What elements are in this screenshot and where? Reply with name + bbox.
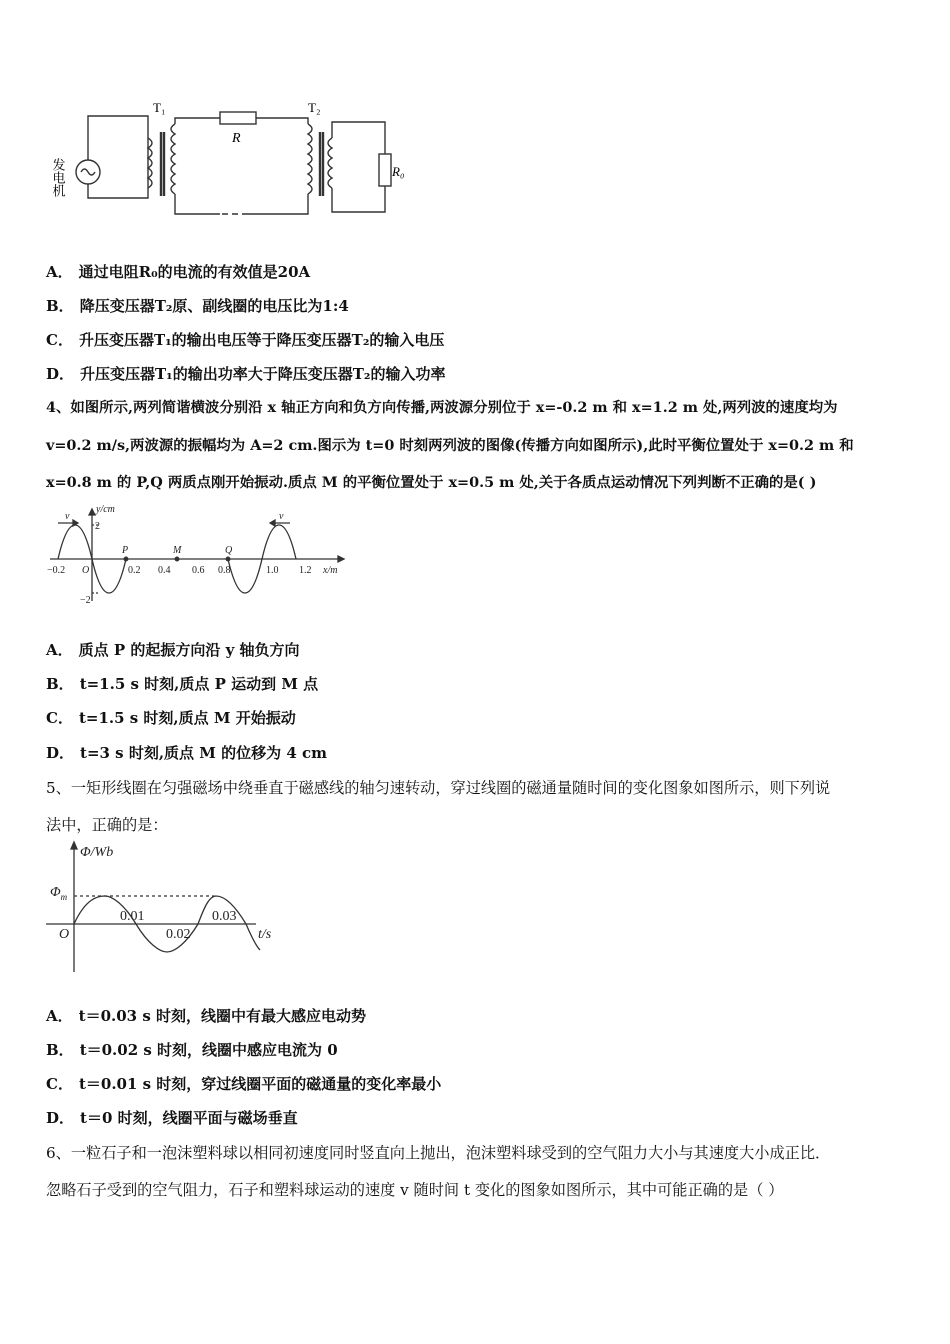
q5-option-c: C． t＝0.01 s 时刻，穿过线圈平面的磁通量的变化率最小: [46, 1075, 442, 1093]
point-q-label: Q: [225, 545, 233, 556]
x-tick: 0.2: [128, 565, 141, 576]
t-axis-label: t/s: [258, 927, 272, 942]
q4-stem-line-3: x=0.8 m 的 P,Q 两质点刚开始振动.质点 M 的平衡位置处于 x=0.5 m 处,关于各质点运动情况下列判断不正确的是( ): [46, 474, 817, 491]
q5-option-d: D． t＝0 时刻，线圈平面与磁场垂直: [46, 1109, 298, 1127]
q4-option-c: C． t=1.5 s 时刻,质点 M 开始振动: [46, 709, 296, 727]
load-loop: [332, 122, 385, 212]
y-tick-negative: −2: [80, 595, 91, 606]
point-p-dot: [124, 557, 128, 561]
q6-stem-line-2: 忽略石子受到的空气阻力，石子和塑料球运动的速度 v 随时间 t 变化的图象如图所示，其中可能正确的是（ ）: [46, 1181, 784, 1199]
y-tick-positive: 2: [95, 521, 100, 532]
point-m-label: M: [173, 545, 182, 556]
y-axis-label: Φ/Wb: [80, 845, 114, 860]
t-tick: 0.03: [212, 909, 237, 924]
q4-option-a: A． 质点 P 的起振方向沿 y 轴负方向: [46, 641, 300, 659]
x-tick: 0.8: [218, 565, 231, 576]
t2-label: T₂: [308, 100, 321, 115]
flux-graph-figure: [44, 838, 294, 978]
point-m-dot: [175, 557, 179, 561]
q5-option-b: B． t＝0.02 s 时刻，线圈中感应电流为 0: [46, 1041, 338, 1059]
t-tick: 0.01: [120, 909, 145, 924]
origin-label: O: [59, 927, 70, 942]
x-tick: 1.2: [299, 565, 312, 576]
wave-graph-figure: [44, 503, 354, 607]
t-tick: 0.02: [166, 927, 191, 942]
v-label-left: v: [65, 511, 70, 522]
r-label: R: [232, 131, 241, 146]
generator-label: 发电机: [50, 158, 66, 197]
q4-stem-line-2: v=0.2 m/s,两波源的振幅均为 A=2 cm.图示为 t=0 时刻两列波的图像(传播方向如图所示),此时平衡位置处于 x=0.2 m 和: [46, 437, 854, 454]
generator-loop: [88, 116, 148, 198]
q5-stem-line-2: 法中，正确的是：: [46, 816, 168, 834]
y-axis-label: y/cm: [96, 504, 115, 515]
q5-option-a: A． t＝0.03 s 时刻，线圈中有最大感应电动势: [46, 1007, 366, 1025]
q4-option-b: B． t=1.5 s 时刻,质点 P 运动到 M 点: [46, 675, 319, 693]
transformer-circuit-figure: [50, 98, 430, 228]
t2-secondary-coil: [328, 138, 332, 188]
transmission-line-bottom: [175, 194, 308, 214]
t2-primary-coil: [308, 124, 312, 194]
x-tick: 0.4: [158, 565, 171, 576]
resistor-r0: [379, 154, 391, 186]
q3-option-b: B． 降压变压器T₂原、副线圈的电压比为1:4: [46, 297, 349, 315]
q3-option-a: A． 通过电阻R₀的电流的有效值是20A: [46, 263, 311, 281]
x-tick: 1.0: [266, 565, 279, 576]
q4-option-d: D． t=3 s 时刻,质点 M 的位移为 4 cm: [46, 744, 327, 762]
r0-label: R₀: [392, 164, 405, 179]
t1-secondary-coil: [171, 124, 175, 194]
q4-stem-line-1: 4、如图所示,两列简谐横波分别沿 x 轴正方向和负方向传播,两波源分别位于 x=-0.2 m 和 x=1.2 m 处,两列波的速度均为: [46, 399, 838, 416]
q3-option-c: C． 升压变压器T₁的输出电压等于降压变压器T₂的输入电压: [46, 331, 445, 349]
phi-max-label: $\Phi_m$: [50, 885, 68, 902]
v-label-right: v: [279, 511, 284, 522]
point-p-label: P: [122, 545, 129, 556]
q5-stem-line-1: 5、一矩形线圈在匀强磁场中绕垂直于磁感线的轴匀速转动，穿过线圈的磁通量随时间的变化图象如图所示，则下列说: [46, 779, 831, 797]
x-tick: 0.6: [192, 565, 205, 576]
t1-label: T₁: [153, 100, 166, 115]
origin-label: O: [82, 565, 90, 576]
q6-stem-line-1: 6、一粒石子和一泡沫塑料球以相同初速度同时竖直向上抛出，泡沫塑料球受到的空气阻力大小与其速度大小成正比．: [46, 1144, 831, 1162]
x-axis-label: x/m: [323, 565, 338, 576]
x-tick: −0.2: [47, 565, 66, 576]
q3-option-d: D． 升压变压器T₁的输出功率大于降压变压器T₂的输入功率: [46, 365, 446, 383]
resistor-r: [220, 112, 256, 124]
point-q-dot: [226, 557, 230, 561]
